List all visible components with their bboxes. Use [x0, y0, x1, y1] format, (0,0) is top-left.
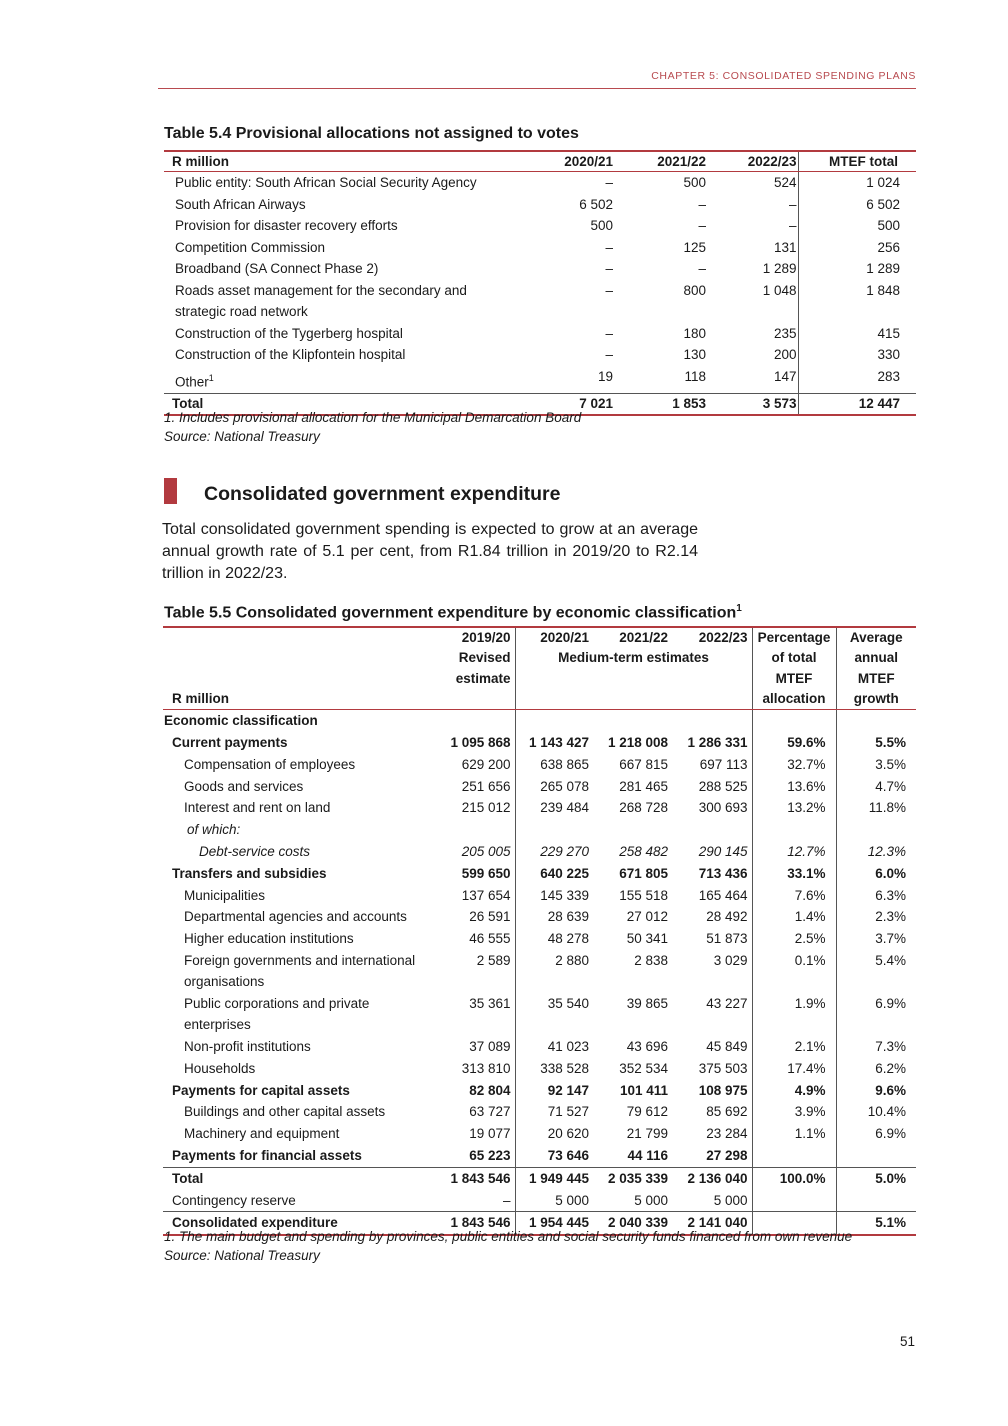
cell: 1.4%: [752, 906, 836, 928]
table-row: [163, 1101, 916, 1123]
row-label: Consolidated expenditure: [163, 1212, 435, 1235]
cell: 5 000: [713, 1192, 748, 1208]
cell: 375 503: [698, 1060, 748, 1076]
cell: 59.6%: [752, 732, 836, 754]
cell: 63 727: [469, 1104, 511, 1120]
header-cell: [163, 627, 435, 648]
cell: [836, 1190, 916, 1212]
cell: 130: [683, 347, 706, 362]
cell: 352 534: [619, 1060, 668, 1076]
cell: [836, 710, 916, 732]
cell: 629 200: [461, 756, 511, 772]
row-label: South African Airways: [175, 196, 306, 212]
cell: 265 078: [515, 776, 593, 798]
cell: 1 848: [798, 280, 916, 323]
row-label: Payments for capital assets: [172, 1082, 350, 1098]
row-label: [164, 366, 524, 394]
header-row: [163, 648, 916, 668]
row-label: Public entity: South African Social Security Agency: [175, 175, 477, 190]
cell: 2 040 339: [593, 1212, 672, 1235]
cell: 7.6%: [752, 885, 836, 907]
cell: 500: [683, 175, 706, 190]
cell: 100.0%: [752, 1167, 836, 1189]
table-header-row: [164, 151, 916, 172]
cell: 251 656: [461, 778, 511, 794]
row-label: Households: [184, 1060, 256, 1076]
cell: 2 141 040: [672, 1212, 752, 1235]
cell: 1 048: [762, 282, 797, 298]
cell: 5 000: [515, 1190, 593, 1212]
header-percentage: MTEF: [752, 669, 836, 689]
cell: 155 518: [619, 887, 668, 903]
cell: [593, 819, 672, 841]
cell: 45 849: [706, 1038, 748, 1054]
cell: 283: [798, 366, 916, 394]
table-row: [164, 323, 916, 345]
cell: 73 646: [515, 1145, 593, 1167]
table-5-5: [163, 626, 916, 1236]
cell: 3 573: [707, 393, 798, 415]
table-row: [163, 906, 916, 928]
cell: 1 286 331: [687, 734, 748, 750]
table-row: [164, 237, 916, 259]
cell: [435, 710, 515, 732]
cell: 1 289: [798, 258, 916, 280]
header-year: 2019/20: [461, 630, 511, 645]
section-title: Consolidated government expenditure: [204, 483, 561, 505]
cell: 235: [773, 325, 797, 341]
cell: 1 218 008: [607, 734, 668, 750]
header-percentage: of total: [752, 648, 836, 668]
cell: 20 620: [515, 1123, 593, 1145]
cell: 19 077: [469, 1126, 511, 1142]
cell: 1 949 445: [515, 1167, 593, 1189]
table-5-5-caption-text: Table 5.5 Consolidated government expenditure by economic classification: [164, 604, 737, 622]
table-row: [163, 1145, 916, 1167]
table-5-4-source: Source: National Treasury: [164, 429, 320, 444]
row-label: Payments for financial assets: [172, 1147, 362, 1163]
cell: 26 591: [469, 909, 511, 925]
row-label: Current payments: [172, 734, 288, 750]
cell: 125: [683, 239, 706, 255]
header-mtef: Medium-term estimates: [515, 648, 752, 668]
row-label: Transfers and subsidies: [172, 865, 327, 881]
cell: 43 696: [626, 1038, 668, 1054]
cell: –: [698, 218, 706, 233]
cell: 2.1%: [752, 1036, 836, 1058]
cell: 671 805: [619, 865, 668, 881]
row-label: Compensation of employees: [184, 756, 356, 772]
cell: 137 654: [461, 887, 511, 903]
header-cell: [515, 669, 752, 689]
cell: 28 639: [515, 906, 593, 928]
cell: 239 484: [515, 797, 593, 819]
total-row: [163, 1167, 916, 1189]
cell: 165 464: [698, 887, 748, 903]
table-section-row: [163, 710, 916, 732]
cell: –: [788, 218, 797, 233]
table-row: [164, 215, 916, 237]
cell: 313 810: [461, 1060, 511, 1076]
row-label: Goods and services: [184, 778, 304, 794]
header-unit: R million: [163, 689, 435, 710]
cell: 1 095 868: [450, 734, 511, 750]
header-year: 2021/22: [619, 630, 668, 645]
table-row: [163, 1190, 916, 1212]
cell: 145 339: [515, 885, 593, 907]
cell: 37 089: [469, 1038, 511, 1054]
cell: 5 000: [634, 1192, 668, 1208]
cell: 1 843 546: [435, 1212, 515, 1235]
cell: 290 145: [698, 843, 748, 859]
header-row: [163, 669, 916, 689]
cell: 638 865: [515, 754, 593, 776]
table-5-4: [164, 150, 916, 416]
cell: 27 012: [626, 909, 668, 925]
cell: [515, 710, 593, 732]
cell: 44 116: [627, 1147, 668, 1163]
cell: 39 865: [626, 995, 668, 1011]
cell: 101 411: [619, 1082, 668, 1098]
header-percentage: allocation: [752, 689, 836, 710]
table-row: [163, 885, 916, 907]
cell: 147: [773, 368, 797, 384]
table-row: [164, 280, 916, 323]
cell: 3.7%: [836, 928, 916, 950]
cell: 11.8%: [836, 797, 916, 819]
cell: 713 436: [698, 865, 748, 881]
cell: –: [605, 325, 613, 341]
row-label: Contingency reserve: [172, 1192, 296, 1208]
cell: 667 815: [619, 756, 668, 772]
row-label: Construction of the Tygerberg hospital: [175, 325, 403, 341]
cell: –: [698, 261, 706, 276]
cell: 13.2%: [752, 797, 836, 819]
cell: 35 361: [469, 995, 511, 1011]
cell: 330: [798, 344, 916, 366]
cell: 108 975: [698, 1082, 748, 1098]
cell: 1 024: [798, 172, 916, 194]
row-label: Total: [163, 1167, 435, 1189]
table-row: [164, 258, 916, 280]
cell: 28 492: [706, 909, 748, 925]
cell: [752, 710, 836, 732]
cell: 118: [684, 368, 706, 384]
cell: 12.3%: [836, 841, 916, 863]
row-label: of which:: [187, 822, 241, 838]
footnote-marker: 1: [736, 603, 742, 614]
cell: 46 555: [469, 931, 511, 947]
header-cell: [515, 689, 752, 710]
header-year: 2022/23: [698, 630, 748, 645]
cell: 32.7%: [752, 754, 836, 776]
table-row: [163, 819, 916, 841]
cell: 5.4%: [836, 950, 916, 993]
row-label: Construction of the Klipfontein hospital: [175, 347, 406, 362]
table-row: [164, 366, 916, 394]
table-row: [164, 194, 916, 216]
header-row: [163, 689, 916, 710]
table-row: [163, 797, 916, 819]
cell: 300 693: [698, 800, 748, 816]
cell: 21 799: [626, 1126, 668, 1142]
header-revised: Revised: [458, 650, 511, 666]
cell: 48 278: [515, 928, 593, 950]
column-header: R million: [164, 151, 524, 172]
cell: –: [605, 282, 613, 298]
cell: 6.9%: [836, 1123, 916, 1145]
row-label: Machinery and equipment: [184, 1126, 340, 1142]
cell: 19: [597, 368, 613, 384]
cell: 2 589: [476, 952, 511, 968]
cell: 1 843 546: [435, 1167, 515, 1189]
row-label: Interest and rent on land: [184, 800, 331, 816]
cell: 3.5%: [836, 754, 916, 776]
table-row: [164, 172, 916, 194]
cell: 5.0%: [836, 1167, 916, 1189]
cell: [752, 1190, 836, 1212]
table-row: [163, 841, 916, 863]
cell: 82 804: [469, 1082, 511, 1098]
cell: 524: [773, 175, 797, 190]
cell: 50 341: [626, 931, 668, 947]
header-estimate: estimate: [455, 670, 511, 686]
cell: 697 113: [699, 756, 748, 772]
cell: 33.1%: [752, 863, 836, 885]
cell: 17.4%: [752, 1058, 836, 1080]
cell: 2.5%: [752, 928, 836, 950]
cell: [672, 819, 752, 841]
table-row: [163, 950, 916, 993]
cell: 180: [683, 325, 706, 341]
row-label: Higher education institutions: [184, 931, 354, 947]
cell: –: [502, 1192, 511, 1208]
cell: 3.9%: [752, 1101, 836, 1123]
table-5-5-source: Source: National Treasury: [164, 1248, 320, 1263]
cell: 599 650: [461, 865, 511, 881]
cell: –: [605, 347, 613, 362]
table-5-5-caption: [164, 603, 742, 622]
header-cell: [163, 669, 435, 689]
cell: –: [605, 175, 613, 190]
cell: –: [605, 261, 613, 276]
cell: 500: [798, 215, 916, 237]
row-label: Provision for disaster recovery efforts: [175, 218, 398, 233]
row-label: Total: [164, 393, 524, 415]
table-row: [163, 1058, 916, 1080]
cell: [836, 819, 916, 841]
cell: 10.4%: [836, 1101, 916, 1123]
cell: 200: [773, 347, 797, 362]
cell: 2.3%: [836, 906, 916, 928]
column-header: MTEF total: [798, 151, 916, 172]
cell: [672, 710, 752, 732]
cell: 1.1%: [752, 1123, 836, 1145]
table-row: [163, 993, 916, 1036]
cell: –: [698, 196, 706, 212]
section-marker: [164, 478, 177, 504]
cell: [435, 819, 515, 841]
row-label: Competition Commission: [175, 239, 326, 255]
cell: 9.6%: [836, 1080, 916, 1102]
page-number: 51: [900, 1334, 916, 1349]
cell: 13.6%: [752, 776, 836, 798]
column-header: 2020/21: [524, 151, 614, 172]
table-row: [163, 1123, 916, 1145]
cell: 258 482: [619, 843, 668, 859]
header-cell: [435, 689, 515, 710]
header-cell: [163, 648, 435, 668]
cell: 3 029: [713, 952, 748, 968]
row-label: Non-profit institutions: [184, 1038, 311, 1054]
cell: 205 005: [461, 843, 511, 859]
cell: 71 527: [515, 1101, 593, 1123]
cell: 6.0%: [836, 863, 916, 885]
table-5-4-footnote: 1. Includes provisional allocation for the Municipal Demarcation Board: [164, 410, 582, 425]
cell: 65 223: [469, 1147, 511, 1163]
cell: 12 447: [798, 393, 916, 415]
table-row: [163, 928, 916, 950]
cell: 6.3%: [836, 885, 916, 907]
cell: 6 502: [579, 196, 613, 212]
cell: 4.7%: [836, 776, 916, 798]
cell: 800: [683, 282, 706, 298]
cell: 1 289: [762, 261, 797, 276]
row-label: Roads asset management for the secondary and strategic road network: [175, 282, 467, 319]
cell: 85 692: [706, 1104, 748, 1120]
cell: 415: [798, 323, 916, 345]
section-label: Economic classification: [164, 713, 318, 729]
header-average: Average: [836, 627, 916, 648]
cell: 2 838: [634, 952, 668, 968]
table-5-4-caption: Table 5.4 Provisional allocations not assigned to votes: [164, 125, 579, 142]
cell: 1 853: [614, 393, 707, 415]
cell: 6 502: [798, 194, 916, 216]
cell: 229 270: [515, 841, 593, 863]
column-header: 2022/23: [707, 151, 798, 172]
table-row: [163, 1080, 916, 1102]
header-year: 2020/21: [515, 627, 593, 648]
header-percentage: Percentage: [752, 627, 836, 648]
cell: 0.1%: [752, 950, 836, 993]
cell: [593, 710, 672, 732]
table-row: [163, 1036, 916, 1058]
cell: 1 954 445: [515, 1212, 593, 1235]
table-5-5-footnote: 1. The main budget and spending by provinces, public entities and social security funds financed from own revenue: [164, 1229, 853, 1244]
row-label: Foreign governments and international organisations: [184, 952, 416, 989]
row-label: Buildings and other capital assets: [184, 1104, 386, 1120]
cell: 5.1%: [836, 1212, 916, 1235]
cell: 500: [590, 218, 613, 233]
cell: [515, 819, 593, 841]
cell: 131: [773, 239, 797, 255]
cell: 43 227: [706, 995, 748, 1011]
cell: 2 136 040: [672, 1167, 752, 1189]
cell: 4.9%: [752, 1080, 836, 1102]
chapter-header: [158, 68, 916, 89]
header-row: [163, 627, 916, 648]
cell: 92 147: [515, 1080, 593, 1102]
header-average: annual: [836, 648, 916, 668]
row-label: Public corporations and private enterprises: [184, 995, 370, 1032]
table-row: [164, 344, 916, 366]
row-label: Broadband (SA Connect Phase 2): [175, 261, 379, 276]
cell: [752, 819, 836, 841]
cell: 6.9%: [836, 993, 916, 1036]
cell: 7.3%: [836, 1036, 916, 1058]
cell: 1 143 427: [515, 732, 593, 754]
cell: 268 728: [619, 800, 668, 816]
row-label: Municipalities: [184, 887, 266, 903]
column-header: 2021/22: [614, 151, 707, 172]
cell: 640 225: [515, 863, 593, 885]
cell: 12.7%: [752, 841, 836, 863]
row-label: Departmental agencies and accounts: [184, 909, 407, 925]
header-average: growth: [836, 689, 916, 710]
cell: 7 021: [524, 393, 614, 415]
header-average: MTEF: [836, 669, 916, 689]
cell: 51 873: [706, 931, 748, 947]
table-row: [163, 754, 916, 776]
cell: 5.5%: [836, 732, 916, 754]
cell: 215 012: [461, 800, 511, 816]
cell: –: [605, 239, 613, 255]
cell: 256: [798, 237, 916, 259]
cell: 41 023: [515, 1036, 593, 1058]
cell: 281 465: [619, 778, 668, 794]
table-row: [163, 732, 916, 754]
cell: [752, 1145, 836, 1167]
cell: 27 298: [706, 1147, 748, 1163]
cell: [836, 1145, 916, 1167]
cell: –: [788, 196, 797, 212]
row-label: Debt-service costs: [199, 843, 311, 859]
cell: 2 035 339: [593, 1167, 672, 1189]
footnote-marker: 1: [208, 372, 214, 383]
cell: 2 880: [515, 950, 593, 993]
cell: 1.9%: [752, 993, 836, 1036]
cell: 6.2%: [836, 1058, 916, 1080]
section-paragraph: Total consolidated government spending is expected to grow at an average annual growth rate of 5.1 per cent, from R1.84 trillion in 2019/20 to R2.14 trillion in 2022/23.: [162, 521, 698, 582]
table-row: [163, 776, 916, 798]
cell: 338 528: [515, 1058, 593, 1080]
cell: 35 540: [515, 993, 593, 1036]
cell: 79 612: [626, 1104, 668, 1120]
cell: 23 284: [706, 1126, 748, 1142]
row-label-text: Other: [175, 374, 209, 389]
cell: 288 525: [698, 778, 748, 794]
table-row: [163, 863, 916, 885]
chapter-title: CHAPTER 5: CONSOLIDATED SPENDING PLANS: [651, 70, 916, 82]
